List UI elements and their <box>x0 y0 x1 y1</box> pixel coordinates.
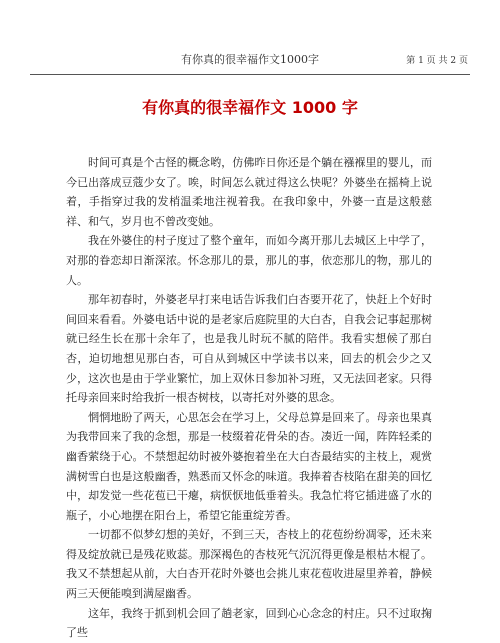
paragraph: 惘惘地盼了两天，心思怎会在学习上，父母总算是回来了。母亲也果真为我带回来了我的念想，那是一枝缀着花骨朵的杏。凑近一闻，阵阵轻柔的幽香萦绕于心。不禁想起幼时被外婆抱着坐在大白杏最结实的主枝上，观赏满树雪白也是这般幽香，熟悉而又怀念的味道。我捧着杏枝陷在甜美的回忆中，却发觉一些花苞已干瘪，病恹恹地低垂着头。我急忙将它插进盛了水的瓶子，小心地摆在阳台上，希望它能重绽芳香。 <box>66 410 432 522</box>
header-divider <box>30 74 470 75</box>
header-title: 有你真的很幸福作文1000字 <box>181 53 319 66</box>
paragraph: 这年，我终于抓到机会回了趟老家，回到心心念念的村庄。只不过取掬了些 <box>66 606 432 640</box>
paragraph: 时间可真是个古怪的概念哟，仿佛昨日你还是个躺在襁褓里的婴儿，而今已出落成豆蔻少女了。唉，时间怎么就过得这么快呢？外婆坐在摇椅上说着，手指穿过我的发梢温柔地注视着我。在我印象中，外婆一直是这般慈祥、和气，岁月也不曾改变她。 <box>66 156 432 228</box>
paragraph: 一切都不似梦幻想的美好，不到三天，杏枝上的花苞纷纷凋零，还未来得及绽放就已是残花败蕊。那深褐色的杏枝死气沉沉得更像是根枯木棍了。我又不禁想起从前，大白杏开花时外婆也会挑儿束花苞收进屋里养着，静候两三天便能嗅到满屋幽香。 <box>66 528 432 601</box>
paragraph: 那年初春时，外婆老早打来电话告诉我们白杏要开花了，快赶上个好时间回来看看。外婆电话中说的是老家后庭院里的大白杏，自我会记事起那树就已经生长在那十余年了，也是我儿时玩不腻的陪伴。我看实想候了那白杏，迫切地想见那白杏，可自从到城区中学读书以来，回去的机会少之又少，这次也是由于学业繁忙，加上双休日参加补习班，又无法回老家。只得托母亲回来时给我折一根杏树枝，以寄托对外婆的思念。 <box>66 293 432 405</box>
page-header <box>30 52 470 76</box>
paragraph: 我在外婆住的村子度过了整个童年，而如今离开那儿去城区上中学了，对那的眷恋却日渐深浓。怀念那儿的景，那儿的事，依恋那儿的物，那儿的人。 <box>66 234 432 287</box>
document-title: 有你真的很幸福作文 1000 字 <box>142 98 358 117</box>
page-number: 第 1 页 共 2 页 <box>406 56 468 66</box>
document-body <box>66 153 432 643</box>
